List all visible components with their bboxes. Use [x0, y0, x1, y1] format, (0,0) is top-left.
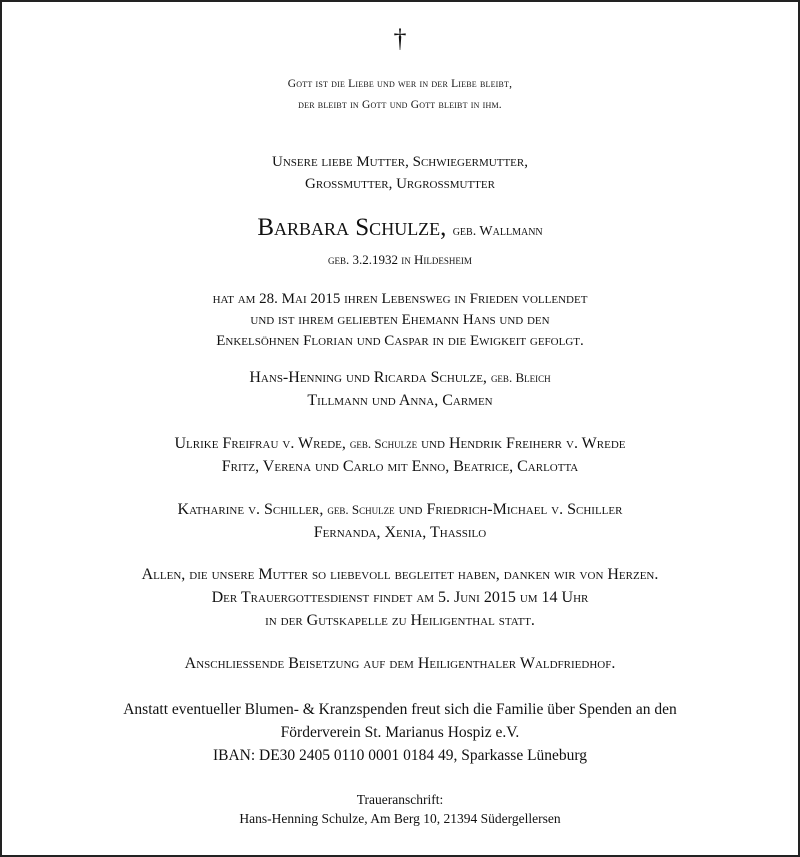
announcement-line-2: und ist ihrem geliebten Ehemann Hans und den — [250, 312, 550, 328]
family2-maiden: geb. Schulze — [349, 436, 418, 451]
deceased-name-line — [0, 214, 800, 242]
family1-maiden: geb. Bleich — [490, 370, 551, 385]
announcement-line-1: hat am 28. Mai 2015 ihren Lebensweg in Frieden vollendet — [212, 291, 588, 307]
family2-line-1 — [0, 435, 800, 453]
address-label: Traueranschrift: — [356, 792, 444, 807]
family3-maiden: geb. Schulze — [327, 502, 395, 517]
family2-line-2: Fritz, Verena und Carlo mit Enno, Beatrice, Carlotta — [221, 458, 579, 475]
family2-name-b: und Hendrik Freiherr v. Wrede — [421, 435, 626, 452]
cross-icon: † — [393, 24, 407, 53]
donation-line-1: Anstatt eventueller Blumen- & Kranzspenden freut sich die Familie über Spenden an den — [123, 701, 677, 718]
burial-line: Anschliessende Beisetzung auf dem Heiligenthaler Waldfriedhof. — [184, 655, 616, 672]
donation-line-2: Förderverein St. Marianus Hospiz e.V. — [280, 724, 520, 741]
thanks-line-3: in der Gutskapelle zu Heiligenthal statt. — [265, 612, 535, 629]
thanks-line-2: Der Trauergottesdienst findet am 5. Juni 2015 um 14 Uhr — [211, 589, 589, 606]
announcement-line-3: Enkelsöhnen Florian und Caspar in die Ewigkeit gefolgt. — [216, 333, 584, 349]
family3-line-2: Fernanda, Xenia, Thassilo — [313, 524, 487, 541]
deceased-maiden-name: geb. Wallmann — [452, 224, 543, 239]
family1-line-2: Tillmann und Anna, Carmen — [307, 392, 493, 409]
deceased-name: Barbara Schulze, — [257, 214, 447, 241]
family1-line-1 — [0, 369, 800, 387]
verse-line-1: Gott ist die Liebe und wer in der Liebe bleibt, — [287, 78, 513, 90]
family3-line-1 — [0, 501, 800, 519]
thanks-line-1: Allen, die unsere Mutter so liebevoll begleitet haben, danken wir von Herzen. — [141, 566, 659, 583]
intro-line-2: Grossmutter, Urgrossmutter — [305, 176, 495, 192]
intro-line-1: Unsere liebe Mutter, Schwiegermutter, — [272, 154, 528, 170]
deceased-birth: geb. 3.2.1932 in Hildesheim — [328, 252, 472, 267]
family1-names: Hans-Henning und Ricarda Schulze, — [249, 369, 487, 386]
verse-line-2: der bleibt in Gott und Gott bleibt in ihm. — [298, 99, 502, 111]
family3-name-a: Katharine v. Schiller, — [177, 501, 324, 518]
address-value: Hans-Henning Schulze, Am Berg 10, 21394 Südergellersen — [239, 811, 561, 826]
family3-name-b: und Friedrich-Michael v. Schiller — [398, 501, 623, 518]
donation-line-3: IBAN: DE30 2405 0110 0001 0184 49, Sparkasse Lüneburg — [212, 747, 588, 764]
family2-name-a: Ulrike Freifrau v. Wrede, — [174, 435, 346, 452]
